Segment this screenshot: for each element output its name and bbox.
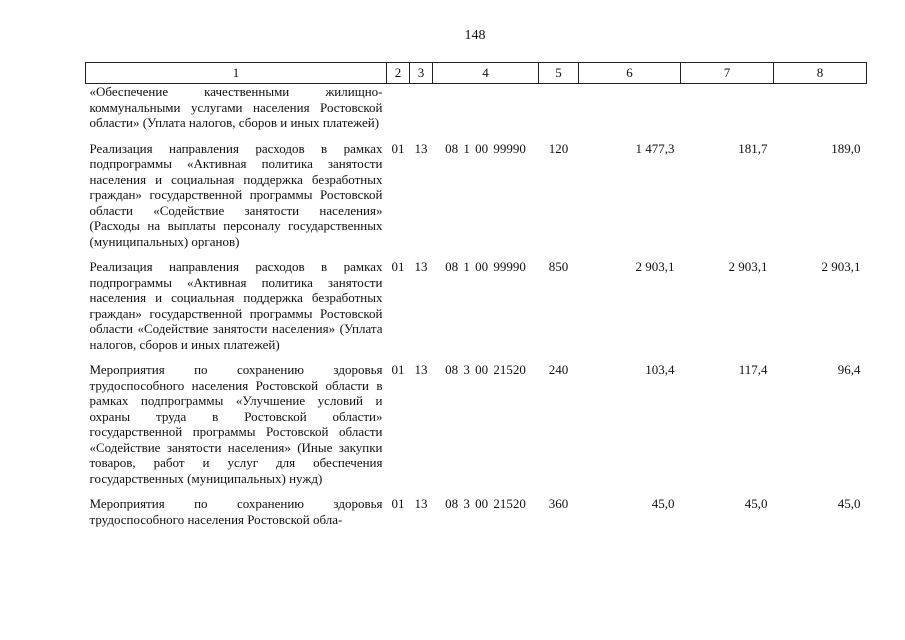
target-article-code	[433, 84, 539, 141]
amount-year-2: 45,0	[744, 496, 768, 511]
subsection-code: 13	[414, 259, 428, 274]
amount-year-2: 2 903,1	[728, 259, 768, 274]
subsection-code	[410, 84, 433, 141]
subsection-code: 13	[414, 362, 428, 377]
section-code: 01	[391, 259, 405, 274]
expense-name: Реализация направления расходов в рамках подпрограммы «Активная политика занятости населения и социальная поддержка безработных граждан» государственной программы Ростовской области «Содействие занятости населения» (Уплата налогов, сборов и иных платежей)	[89, 259, 383, 352]
table-row	[86, 141, 867, 260]
target-article-code: 08 1 00 99990	[445, 140, 526, 156]
amount-year-1: 45,0	[651, 496, 675, 511]
column-header-3: 3	[410, 63, 433, 84]
amount-year-1: 103,4	[645, 362, 675, 377]
expense-type-code	[539, 84, 579, 141]
table-row	[86, 496, 867, 537]
amount-year-2: 181,7	[738, 140, 768, 156]
section-code	[387, 84, 410, 141]
amount-year-1	[579, 84, 681, 141]
column-header-7: 7	[681, 63, 774, 84]
target-article-code: 08 3 00 21520	[445, 362, 526, 377]
expense-type-code: 240	[548, 362, 569, 377]
column-header-2: 2	[387, 63, 410, 84]
amount-year-2: 117,4	[738, 362, 768, 377]
column-header-5: 5	[539, 63, 579, 84]
target-article-code: 08 3 00 21520	[445, 496, 526, 511]
expense-name: Мероприятия по сохранению здоровья трудоспособного населения Ростовской области в рамках подпрограммы «Улучшение условий и охраны труда в Ростовской области» государственной программы Ростовской области «Содействие занятости населения» (Иные закупки товаров, работ и услуг для обеспечения государственных (муниципальных) нужд)	[89, 362, 383, 486]
budget-table	[85, 62, 867, 537]
amount-year-1: 2 903,1	[635, 259, 675, 274]
expense-name: Мероприятия по сохранению здоровья трудоспособного населения Ростовской обла-	[89, 496, 383, 527]
expense-type-code: 360	[548, 496, 569, 511]
column-header-6: 6	[579, 63, 681, 84]
page-number: 148	[464, 28, 486, 43]
amount-year-3: 45,0	[837, 496, 861, 511]
amount-year-3: 189,0	[831, 140, 861, 156]
subsection-code: 13	[414, 496, 428, 511]
expense-type-code: 120	[548, 140, 569, 156]
expense-name: Реализация направления расходов в рамках подпрограммы «Активная политика занятости населения и социальная поддержка безработных граждан» государственной программы Ростовской области «Содействие занятости населения» (Расходы на выплаты персоналу государственных (муниципальных) органов)	[89, 140, 383, 249]
amount-year-3: 2 903,1	[821, 259, 861, 274]
column-header-8: 8	[774, 63, 867, 84]
column-header-1: 1	[86, 63, 387, 84]
column-number-header-row	[86, 63, 867, 84]
expense-type-code: 850	[548, 259, 569, 274]
column-header-4: 4	[433, 63, 539, 84]
expense-name: «Обеспечение качественными жилищно-коммунальными услугами населения Ростовской области» (Уплата налогов, сборов и иных платежей)	[89, 84, 383, 130]
section-code: 01	[391, 362, 405, 377]
amount-year-3	[774, 84, 867, 141]
section-code: 01	[391, 496, 405, 511]
amount-year-2	[681, 84, 774, 141]
table-row	[86, 362, 867, 496]
amount-year-1: 1 477,3	[635, 140, 675, 156]
target-article-code: 08 1 00 99990	[445, 259, 526, 274]
table-row	[86, 259, 867, 362]
amount-year-3: 96,4	[837, 362, 861, 377]
subsection-code: 13	[414, 140, 428, 156]
section-code: 01	[391, 140, 405, 156]
table-row	[86, 84, 867, 141]
